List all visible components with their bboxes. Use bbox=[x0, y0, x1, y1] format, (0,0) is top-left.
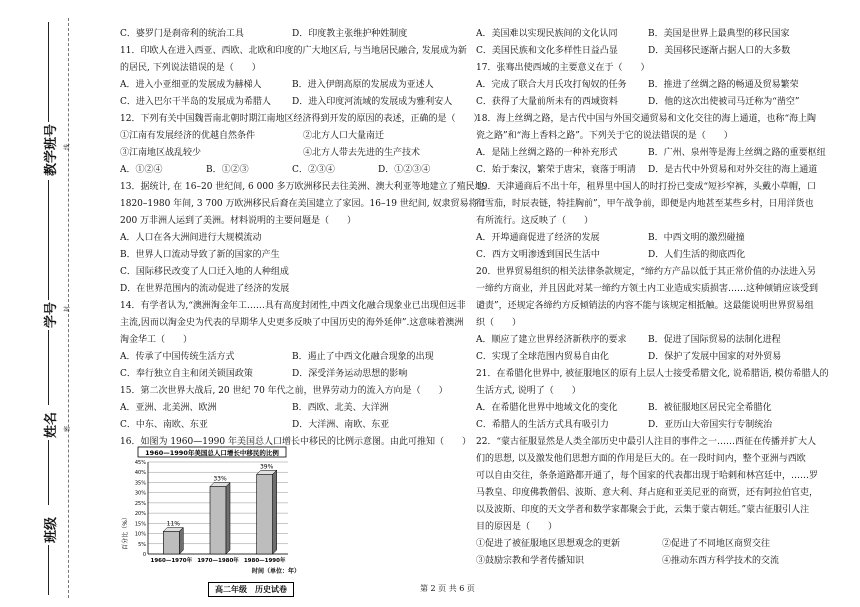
question-text: 1820–1980 年间, 3 700 万欧洲移民后裔在美国建立了家园。16–19 世纪间, 奴隶贸易将 1 bbox=[120, 199, 487, 209]
option-text: B．①②③ bbox=[206, 165, 249, 175]
option-text: D．印度教主张维护种姓制度 bbox=[292, 29, 408, 39]
option-text: D．保护了发展中国家的对外贸易 bbox=[648, 352, 782, 362]
option-text: D．亚历山大帝国实行专制统治 bbox=[648, 420, 773, 430]
bar-side bbox=[273, 470, 277, 554]
option-text: C．进入巴尔干半岛的发展成为希腊人 bbox=[120, 97, 271, 107]
option-text: B．推进了丝绸之路的畅通及贸易繁荣 bbox=[648, 80, 799, 90]
bar-value-label: 33% bbox=[213, 475, 227, 483]
y-tick-label: 40% bbox=[134, 470, 146, 477]
option-text: C．奉行独立自主和闭关锁国政策 bbox=[120, 369, 253, 379]
y-tick-label: 30% bbox=[134, 490, 146, 497]
statement-text: ①促进了被征服地区思想观念的更新 bbox=[476, 539, 621, 549]
question-text: 以及波斯、印度的天文学者和数学家都聚会于此，云集于蒙古朝廷。”蒙古征服引人注 bbox=[476, 505, 810, 515]
y-tick-label: 0 bbox=[142, 552, 146, 558]
question-text: 14．有学者认为,“澳洲淘金年工……具有高度封闭性,中西文化融合现象业已出现但远非 bbox=[120, 301, 466, 311]
question-text: 一缔约方商业，并且因此对某一缔约方领土内工业造成实质损害……这种倾销应该受到 bbox=[476, 284, 819, 294]
option-text: A．完成了联合大月氏攻打匈奴的任务 bbox=[476, 80, 627, 90]
option-text: A．开埠通商促进了经济的发展 bbox=[476, 233, 600, 243]
x-tick-label: 1970—1980年 bbox=[197, 558, 239, 564]
option-text: A．是陆上丝绸之路的一种补充形式 bbox=[476, 148, 618, 158]
bar-side bbox=[179, 528, 183, 554]
seal-mark: 封 bbox=[64, 305, 71, 312]
bar bbox=[210, 487, 226, 554]
option-text: C．国际移民改变了人口迁入地的人种组成 bbox=[120, 267, 289, 277]
statement-text: ③鼓励宗教和学者传播知识 bbox=[476, 556, 585, 566]
option-text: A．①②④ bbox=[120, 165, 163, 175]
bar bbox=[163, 532, 179, 554]
option-text: A．人口在各大洲间进行大规模流动 bbox=[120, 233, 262, 243]
question-text: 马教皇、印度佛教僧侣、波斯、意大利、拜占庭和亚美尼亚的商贾，还有阿拉伯官吏， bbox=[476, 488, 819, 498]
seal-mark: 线 bbox=[64, 143, 71, 150]
x-tick-label: 1980—1990年 bbox=[243, 558, 286, 564]
option-text: B．遏止了中西文化融合现象的出现 bbox=[292, 352, 434, 362]
y-axis-ticks bbox=[135, 460, 146, 558]
option-text: A．美国难以实现民族间的文化认同 bbox=[476, 29, 618, 39]
margin-line bbox=[48, 180, 49, 300]
statement-text: ①江南有发展经济的优越自然条件 bbox=[120, 131, 256, 141]
option-text: D．大洋洲、南欧、东亚 bbox=[292, 420, 390, 430]
question-text: 织（ ） bbox=[476, 318, 522, 328]
option-text: A．亚洲、北美洲、欧洲 bbox=[120, 403, 217, 413]
option-text: C．实现了全球范围内贸易自由化 bbox=[476, 352, 609, 362]
class-label: 班级 bbox=[44, 516, 59, 543]
y-tick-label: 25% bbox=[134, 500, 146, 507]
y-tick-label: 20% bbox=[134, 511, 146, 518]
option-text: C．希腊人的生活方式具有吸引力 bbox=[476, 420, 609, 430]
question-text: 主流,因而以淘金史为代表的早期华人史更多反映了中国历史的海外延伸”.这意味着澳洲 bbox=[120, 318, 464, 328]
option-text: B．广州、泉州等是海上丝绸之路的重要枢纽 bbox=[648, 148, 826, 158]
option-text: D．他的这次出使被司马迁称为“凿空” bbox=[648, 97, 800, 107]
option-text: D．是古代中外贸易和对外交往的海上通道 bbox=[648, 165, 818, 175]
margin-line bbox=[48, 440, 49, 505]
question-text: 的居民, 下列说法错误的是（ ） bbox=[120, 63, 261, 73]
seal-mark: 密 bbox=[64, 425, 71, 432]
x-axis-label: 时间（单位：年） bbox=[251, 568, 301, 574]
option-text: B．西欧、北美、大洋洲 bbox=[292, 403, 389, 413]
question-text: 12．下列有关中国魏晋南北朝时期江南地区经济得到开发的原因的表述，正确的是（ ） bbox=[120, 114, 483, 124]
option-text: C．婆罗门是刹帝利的统治工具 bbox=[120, 29, 244, 39]
statement-text: ②北方人口大量南迁 bbox=[303, 131, 385, 141]
option-text: C．始于秦汉，繁荣于唐宋，衰落于明清 bbox=[476, 165, 636, 175]
option-text: B．中西文明的激烈碰撞 bbox=[648, 233, 745, 243]
margin-line bbox=[48, 22, 49, 122]
question-text: 瓷之路”和“海上香料之路”。下列关于它的说法错误的是（ ） bbox=[476, 131, 733, 141]
y-tick-label: 15% bbox=[134, 521, 146, 528]
option-text: A．在希腊化世界中地域文化的变化 bbox=[476, 403, 618, 413]
option-text: B．被征服地区居民完全希腊化 bbox=[648, 403, 772, 413]
question-text: 可以自由交往，条条道路都开通了，每个国家的代表都出现于哈剌和林宫廷中，……罗 bbox=[476, 471, 819, 481]
question-text: 16．如图为 1960—1990 年美国总人口增长中移民的比例示意图。由此可推知（ ） bbox=[120, 437, 471, 447]
chart-title: 1960—1990年美国总人口增长中移民的比例 bbox=[145, 449, 279, 457]
question-text: 13．据统计, 在 16–20 世纪间, 6 000 多万欧洲移民去往美洲、澳大利亚等地建立了殖民地。 bbox=[120, 182, 493, 192]
x-axis-labels bbox=[151, 556, 286, 564]
question-text: 18．海上丝绸之路，是古代中国与外国交通贸易和文化交往的海上通道，也称“海上陶 bbox=[476, 114, 817, 124]
question-text: 20．世界贸易组织的相关法律条款规定，“缔约方产品以低于其正常价值的办法进入另 bbox=[476, 267, 817, 277]
question-text: 生活方式, 说明了（ ） bbox=[476, 386, 581, 396]
y-tick-label: 45% bbox=[134, 460, 146, 466]
question-text: 谴责”，还规定各缔约方反倾销法的内容不能与该规定相抵触。这最能说明世界贸易组 bbox=[476, 301, 814, 311]
statement-text: ③江南地区战乱较少 bbox=[120, 148, 202, 158]
option-text: C．美国民族和文化多样性日益凸显 bbox=[476, 46, 618, 56]
question-text: 目的原因是（ ） bbox=[476, 522, 558, 532]
margin-line bbox=[48, 545, 49, 595]
option-text: B．美国是世界上最典型的移民国家 bbox=[648, 29, 790, 39]
question-text: 衔雪茄，时辰表链，特挂胸前”，甲午战争前，即便是内地甚至某些乡村，日用洋货也 bbox=[476, 199, 814, 209]
bar-value-label: 11% bbox=[166, 520, 181, 528]
x-tick-label: 1960—1970年 bbox=[150, 558, 193, 564]
bar bbox=[257, 474, 273, 554]
question-text: 有所流行。这反映了（ ） bbox=[476, 216, 594, 226]
question-text: 17．张骞出使西域的主要意义在于（ ） bbox=[476, 63, 650, 73]
margin-line bbox=[48, 330, 49, 405]
option-text: B．进入伊朗高原的发展成为亚述人 bbox=[292, 80, 434, 90]
question-text: 淘金华工（ ） bbox=[120, 335, 193, 345]
option-text: C．获得了大量前所未有的西域资料 bbox=[476, 97, 618, 107]
option-text: B．促进了国际贸易的法制化进程 bbox=[648, 335, 781, 345]
question-text: 200 万非洲人运到了美洲。材料说明的主要问题是（ ） bbox=[120, 216, 357, 226]
bar-value-label: 39% bbox=[259, 463, 274, 471]
statement-text: ④北方人带去先进的生产技术 bbox=[303, 148, 421, 158]
page-number: 第 2 页 共 6 页 bbox=[420, 584, 475, 593]
name-label: 姓名 bbox=[44, 411, 59, 438]
option-text: D．深受洋务运动思想的影响 bbox=[292, 369, 408, 379]
option-text: A．进入小亚细亚的发展成为赫梯人 bbox=[120, 80, 262, 90]
option-text: D．人们生活的彻底西化 bbox=[648, 250, 746, 260]
question-text: 19．天津通商后不出十年，租界里中国人的时打扮已变成“短衫窄裤，头戴小草帽，口 bbox=[476, 182, 817, 192]
question-text: 21．在希腊化世界中, 被征服地区的原有上层人士接受希腊文化, 说希腊语, 模仿希腊人的 bbox=[476, 369, 829, 379]
question-text: 15．第二次世界大战后, 20 世纪 70 年代之前，世界劳动力的流入方向是（ ） bbox=[120, 386, 448, 396]
option-text: C．②③④ bbox=[292, 165, 335, 175]
chart-bars bbox=[163, 463, 276, 554]
option-text: C．西方文明渗透到国民生活中 bbox=[476, 250, 600, 260]
option-text: D．①②③④ bbox=[378, 165, 431, 175]
option-text: B．世界人口流动导致了新的国家的产生 bbox=[120, 250, 280, 260]
option-text: D．在世界范围内的流动促进了经济的发展 bbox=[120, 284, 290, 294]
option-text: C．中东、南欧、东亚 bbox=[120, 420, 208, 430]
bar-side bbox=[226, 483, 230, 554]
footer-badge: 高二年级 历史试卷 bbox=[208, 582, 294, 597]
teach-class-label: 教学班号 bbox=[44, 123, 59, 176]
question-text: 11．印欧人在进入西亚、西欧、北欧和印度的广大地区后, 与当地居民融合, 发展成为新 bbox=[120, 46, 467, 56]
y-tick-label: 35% bbox=[134, 480, 146, 487]
option-text: D．美国移民逐渐占据人口的大多数 bbox=[648, 46, 791, 56]
statement-text: ④推动东西方科学技术的交流 bbox=[662, 556, 780, 566]
y-tick-label: 5% bbox=[138, 541, 146, 548]
option-text: A．传承了中国传统生活方式 bbox=[120, 352, 235, 362]
immigration-bar-chart bbox=[118, 446, 308, 574]
option-text: A．顺应了建立世界经济新秩序的要求 bbox=[476, 335, 627, 345]
question-text: 们的思想, 以及激发他们思想方面的作用是巨大的。在一段时间内，整个亚洲与西欧 bbox=[476, 454, 806, 464]
option-text: D．进入印度河流域的发展成为雅利安人 bbox=[292, 97, 453, 107]
y-axis-label: 百分比（%） bbox=[122, 514, 129, 550]
question-text: 22．“蒙古征服显然是人类全部历史中最引人注目的事件之一……西征在传播并扩大人 bbox=[476, 437, 817, 447]
y-tick-label: 10% bbox=[134, 531, 146, 538]
statement-text: ②促进了不同地区商贸交往 bbox=[662, 539, 771, 549]
student-id-label: 学号 bbox=[44, 301, 59, 328]
